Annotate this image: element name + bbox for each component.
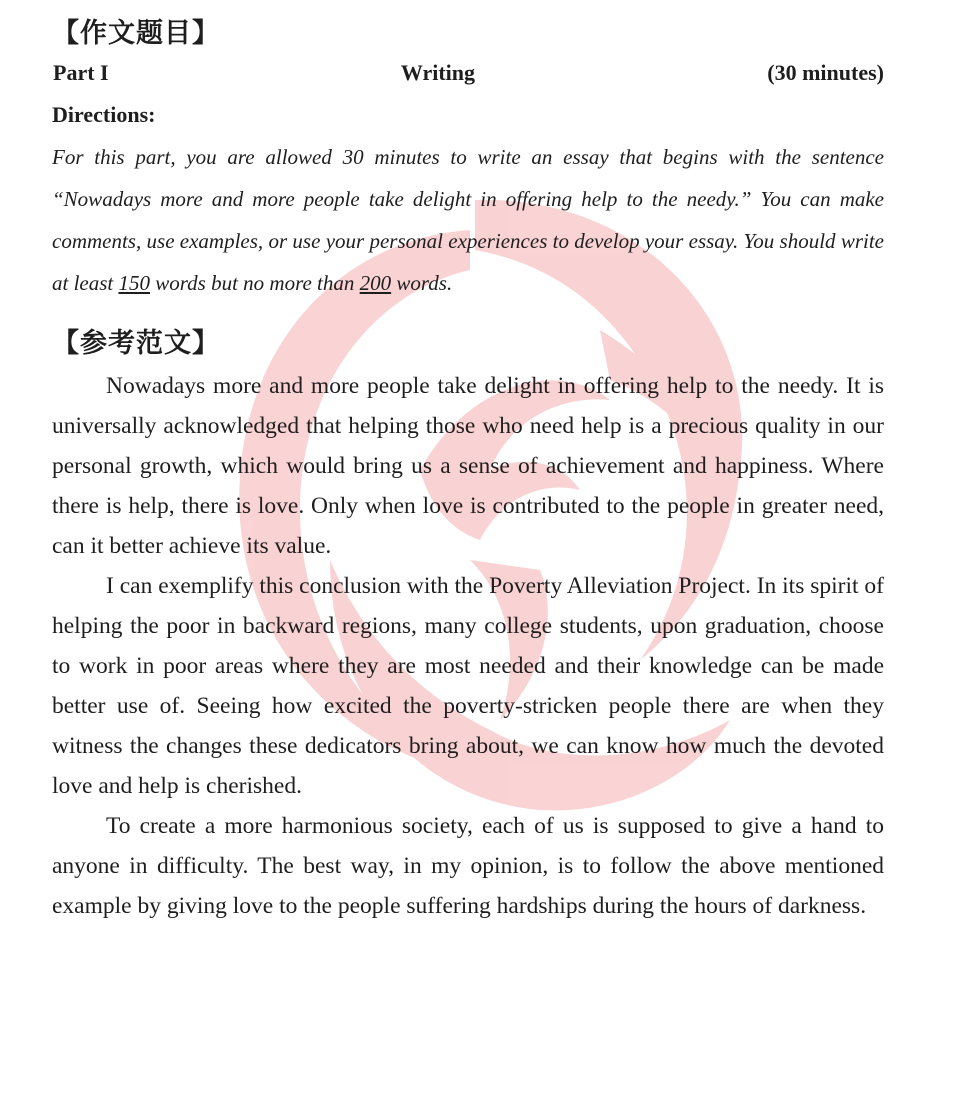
part-header-row <box>53 58 884 88</box>
max-words-value: 200 <box>359 271 392 295</box>
essay-title-heading: 【作文题目】 <box>52 18 220 49</box>
directions-text-part2: words but no more than <box>150 271 360 295</box>
part-label: Part I <box>53 60 109 85</box>
essay-paragraph-1: Nowadays more and more people take delight in offering help to the needy. It is universally acknowledged that helping those who need help is a precious quality in our personal growth, which would bring us a sense of achievement and happiness. Where there is help, there is love. Only when love is contributed to the people in greater need, can it better achieve its value. <box>52 373 884 559</box>
directions-text-part1: For this part, you are allowed 30 minutes to write an essay that begins with the sentence “Nowadays more and more people take delight in offering help to the needy.” You can make comments, use examples, or use your personal experiences to develop your essay. You should write at least <box>52 145 884 295</box>
document-content <box>52 14 884 926</box>
directions-text <box>52 136 884 304</box>
sample-essay <box>52 366 884 926</box>
essay-paragraph-3: To create a more harmonious society, each of us is supposed to give a hand to anyone in difficulty. The best way, in my opinion, is to follow the above mentioned example by giving love to the people suffering hardships during the hours of darkness. <box>52 813 884 919</box>
time-label: (30 minutes) <box>767 60 884 85</box>
min-words-value: 150 <box>118 271 150 295</box>
directions-label: Directions: <box>52 102 156 127</box>
section-label: Writing <box>400 60 476 85</box>
sample-essay-heading: 【参考范文】 <box>52 328 220 359</box>
directions-text-part3: words. <box>391 271 453 295</box>
essay-paragraph-2: I can exemplify this conclusion with the Poverty Alleviation Project. In its spirit of helping the poor in backward regions, many college students, upon graduation, choose to work in poor areas where they are most needed and their knowledge can be made better use of. Seeing how excited the poverty-stricken people there are when they witness the changes these dedicators bring about, we can know how much the devoted love and help is cherished. <box>52 573 884 799</box>
